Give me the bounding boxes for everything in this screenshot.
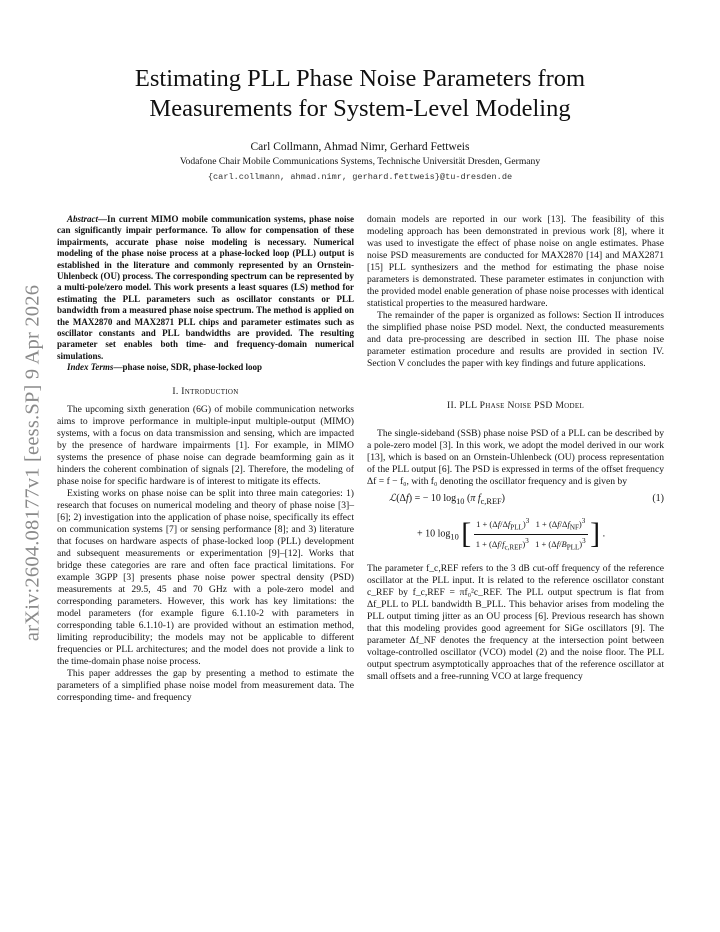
right-paragraph-1: domain models are reported in our work [13]. The feasibility of this modeling approach has been demonstrated in previous work [8], where it was used to investigate the effect of phase noise on angle estimates. Phase noise PSD measurements are conducted for MAX2870 [14] and MAX2871 [15] PLL synthesizers and the method for estimating the phase noise parameters is demonstrated. These parameter estimates in conjunction with the provided model enable generation of phase noise processes with identical statistical properties to the measured hardware. bbox=[367, 214, 664, 309]
intro-paragraph-1: The upcoming sixth generation (6G) of mobile communication networks aims to improve performance in multiple-input multiple-output (MIMO) systems, with a focus on data transmission and sensing, which are impacted by the presence of hardware impairments [1]. For example, in MIMO systems the presence of phase noise can degrade beamforming gain as it hinders the coherent combination of signals [2]. Therefore, the modeling of phase noise for specific hardware is of interest to mitigate its effects. bbox=[57, 403, 354, 487]
index-terms bbox=[57, 362, 354, 373]
abstract-text: —In current MIMO mobile communication systems, phase noise can significantly impair performance. To allow for compensation of these impairments, accurate phase noise modeling is necessary. Numerical modeling of the phase noise process at a phase-locked loop (PLL) output is established in the literature and commonly represented by an Ornstein-Uhlenbeck (OU) process. The corresponding spectrum can be represented by a multi-pole/zero model. This work presents a least squares (LS) method for estimating the PLL parameters such as oscillator constants or PLL bandwidth from a measured phase noise spectrum. The method is applied on the MAX2870 and MAX2871 PLL chips and parameter estimates such as oscillator constants and PLL bandwidths are provided. The resulting parameter set enables both time- and frequency-domain numerical simulations. bbox=[57, 214, 354, 361]
authors: Carl Collmann, Ahmad Nimr, Gerhard Fettweis bbox=[250, 141, 470, 153]
section-heading-psd-model: II. PLL Phase Noise PSD Model bbox=[446, 400, 585, 411]
equation-line-1: ℒ(Δf) = − 10 $\log_{10} (\pi$ $f_{c,REF}$) bbox=[389, 493, 506, 506]
intro-paragraph-3: This paper addresses the gap by presenting a method to estimate the parameters of a simplified phase noise model from measurement data. The corresponding time- and frequency bbox=[57, 667, 354, 703]
title-line-2: Measurements for System-Level Modeling bbox=[149, 95, 571, 122]
model-paragraph-2: The parameter f_c,REF refers to the 3 dB cut-off frequency of the reference oscillator at the PLL input. It is related to the reference oscillator constant c_REF by f_c,REF = πf₀²c_REF. The PLL output spectrum is flat from Δf_PLL to PLL bandwidth B_PLL. This behavior arises from modeling the PLL output timing jitter as an OU process [6]. Previous research has shown that this modeling provides good agreement for SiGe oscillators [9]. The parameter Δf_NF denotes the frequency at the intersection point between voltage-controlled oscillator (VCO) model (2) and the noise floor. The PLL output spectrum asymptotically approaches that of the reference oscillator at small offsets and a free-running VCO at large frequency bbox=[367, 563, 664, 682]
section-heading-introduction: I. Introduction bbox=[172, 385, 239, 397]
model-paragraph-1: The single-sideband (SSB) phase noise PSD of a PLL can be described by a pole-zero model [3]. In this work, we adopt the model derived in our work [13], which is based on an Ornstein-Uhlenbeck (OU) process representation of the PLL output [6]. The PSD is expressed in terms of the offset frequency Δf = f − f₀, with f₀ denoting the oscillator frequency and is given by bbox=[367, 428, 664, 487]
affiliation: Vodafone Chair Mobile Communications Systems, Technische Universität Dresden, Germany bbox=[179, 156, 541, 167]
right-paragraph-2: The remainder of the paper is organized as follows: Section II introduces the simplified phase noise PSD model. Next, the conducted measurements and data pre-processing are described in section III. The phase noise parameter estimation procedure and results are provided in section IV. Section V concludes the paper with key findings and future applications. bbox=[367, 310, 664, 369]
equation-1 bbox=[367, 491, 664, 561]
right-column bbox=[367, 214, 664, 683]
abstract-label: Abstract bbox=[67, 214, 99, 224]
index-terms-label: Index Terms bbox=[67, 362, 114, 373]
equation-fraction: $\frac{1 + (\Delta f/\Delta f_{PLL})^3 1 + (\Delta f/\Delta f_{NF})^3}{1 + (\Delta f/f_{c,REF})^3 1 + (\Delta f/B_{PLL})^3}$ bbox=[475, 517, 586, 552]
left-column bbox=[57, 214, 354, 704]
abstract bbox=[57, 214, 354, 362]
intro-paragraph-2: Existing works on phase noise can be split into three main categories: 1) research that focuses on numerical modeling and theory of phase noise [3]–[6]; 2) investigation into the application of phase noise, specifically its effect on communication systems [7] or sensing performance [8]; and 3) literature that focuses on hardware aspects of phase-locked loop (PLL) development and subsequent measurements or experimentation [9]–[12]. Works that bridge these categories are rare and often face practical limitations. For example 3GPP [3] presents phase noise power spectral density (PSD) measurements at 29.5, 45 and 70 GHz with a pole-zero model and corresponding parameters. However, this work has key limitations: the model parameters (for example figure 6.1.10-2 with parameters in corresponding table 6.1.10-1) are provided without an estimation method, limiting reproducibility; the models may not be applicable to different frequencies or PLL architectures; and the model does not provide a link to the time-domain phase noise process. bbox=[57, 487, 354, 667]
index-terms-text: —phase noise, SDR, phase-locked loop bbox=[113, 362, 262, 373]
equation-line-2: + 10 $\log_{10}$ [ $\frac{1 + (\Delta f/\Delta f_{PLL})^3 1 + (\Delta f/\Delta f_{NF})^3}{1 + (\Delta f/f_{c,REF})^3 1 + (\Delta f/B_{PLL})^3}$ ] . bbox=[417, 517, 606, 552]
title-line-1: Estimating PLL Phase Noise Parameters from bbox=[134, 65, 586, 92]
arxiv-stamp: arXiv:2604.08177v1 [eess.SP] 9 Apr 2026 bbox=[21, 284, 44, 642]
author-emails: {carl.collmann, ahmad.nimr, gerhard.fettweis}@tu-dresden.de bbox=[207, 172, 513, 182]
paper-title bbox=[60, 64, 660, 124]
equation-number: (1) bbox=[652, 493, 664, 504]
